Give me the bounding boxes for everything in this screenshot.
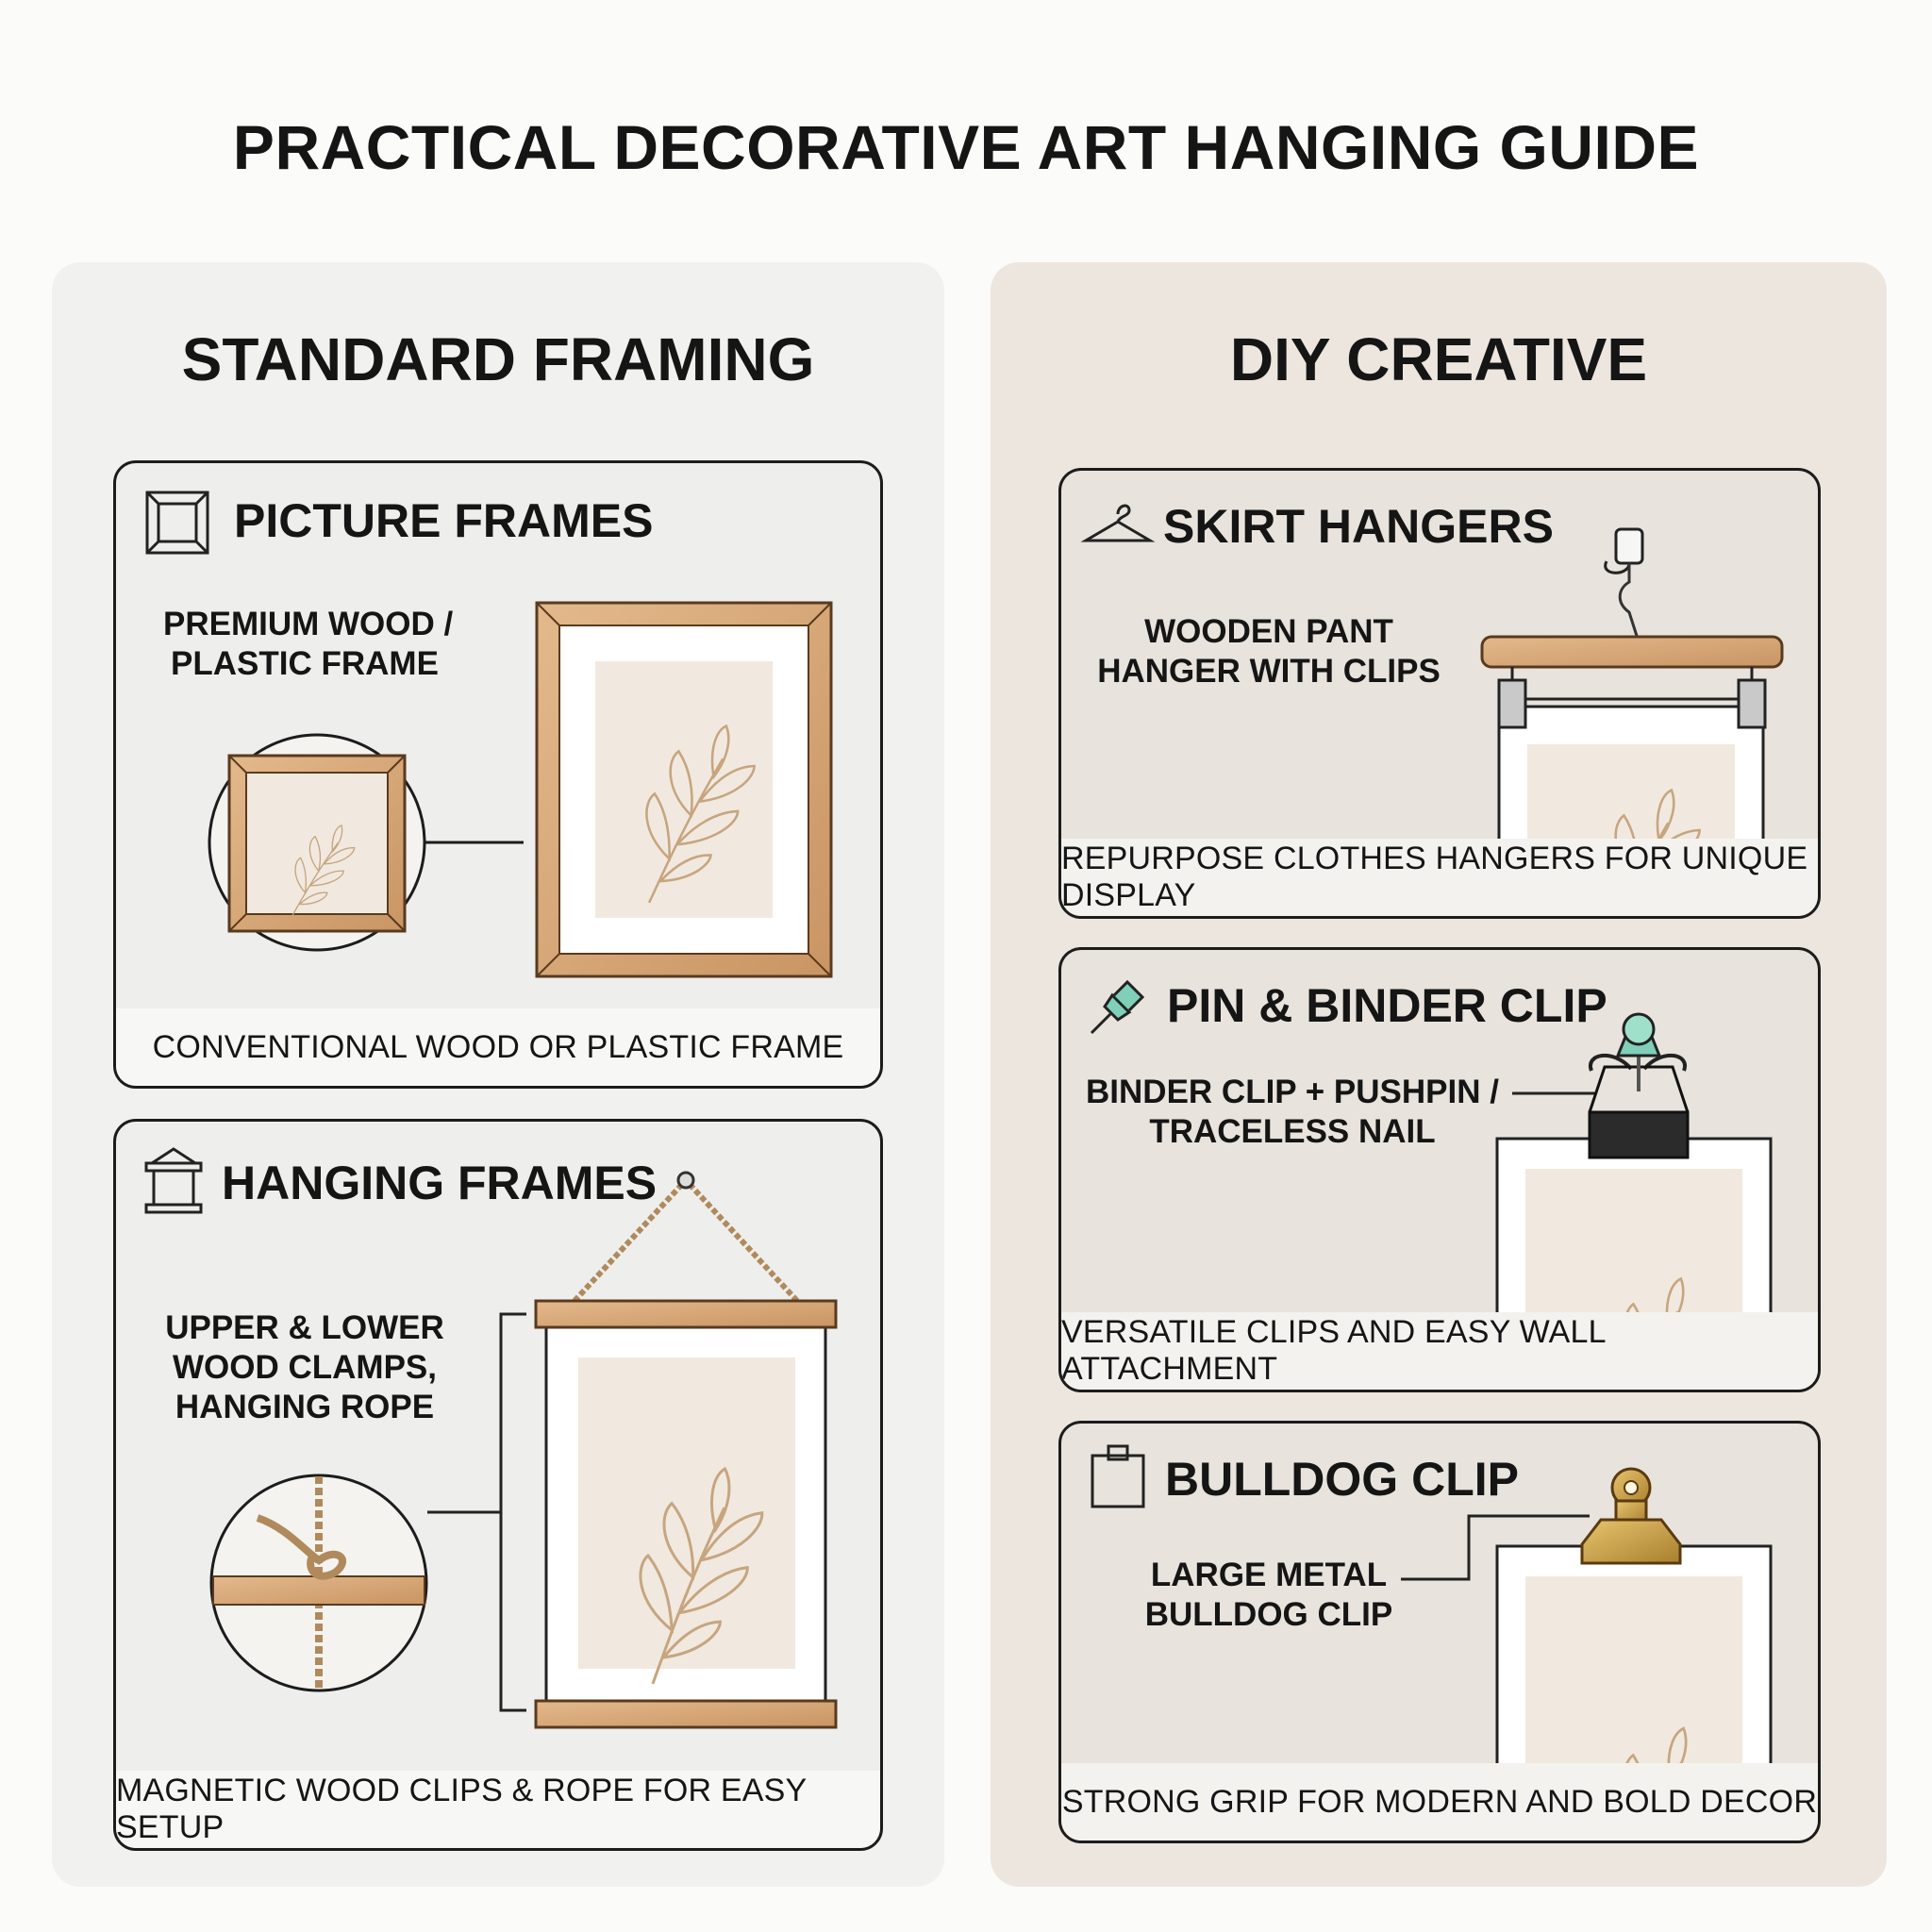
hanging-frames-footer: MAGNETIC WOOD CLIPS & ROPE FOR EASY SETUP [116,1771,880,1848]
bulldog-clip-callout: LARGE METAL BULLDOG CLIP [1144,1557,1393,1633]
pin-binder-clip-title: PIN & BINDER CLIP [1167,979,1607,1032]
pin-binder-clip-callout: BINDER CLIP + PUSHPIN / TRACELESS NAIL [1086,1074,1499,1150]
picture-frames-footer: CONVENTIONAL WOOD OR PLASTIC FRAME [116,1008,880,1086]
bulldog-clip-footer: STRONG GRIP FOR MODERN AND BOLD DECOR [1061,1763,1818,1840]
bulldog-clip-title: BULLDOG CLIP [1165,1453,1519,1506]
skirt-hangers-footer: REPURPOSE CLOTHES HANGERS FOR UNIQUE DISPLAY [1061,839,1818,916]
skirt-hangers-card [1058,468,1821,919]
hanging-frames-illustration [116,1122,883,1851]
picture-frames-card [113,460,883,1089]
page-title: PRACTICAL DECORATIVE ART HANGING GUIDE [232,112,1700,182]
pin-binder-clip-footer: VERSATILE CLIPS AND EASY WALL ATTACHMENT [1061,1312,1818,1390]
skirt-hangers-callout: WOODEN PANT HANGER WITH CLIPS [1097,613,1441,690]
hanging-frames-title: HANGING FRAMES [222,1157,658,1209]
hanging-frames-callout: UPPER & LOWER WOOD CLAMPS, HANGING ROPE [165,1309,444,1425]
diy-creative-title: DIY CREATIVE [1229,325,1648,393]
hanging-frames-card [113,1119,883,1851]
bulldog-clip-card [1058,1421,1821,1843]
skirt-hangers-title: SKIRT HANGERS [1163,500,1554,553]
pin-binder-clip-card [1058,947,1821,1392]
picture-frames-illustration [116,463,883,1089]
standard-framing-title: STANDARD FRAMING [181,325,815,393]
picture-frames-title: PICTURE FRAMES [234,494,654,547]
picture-frames-callout: PREMIUM WOOD / PLASTIC FRAME [163,606,454,682]
